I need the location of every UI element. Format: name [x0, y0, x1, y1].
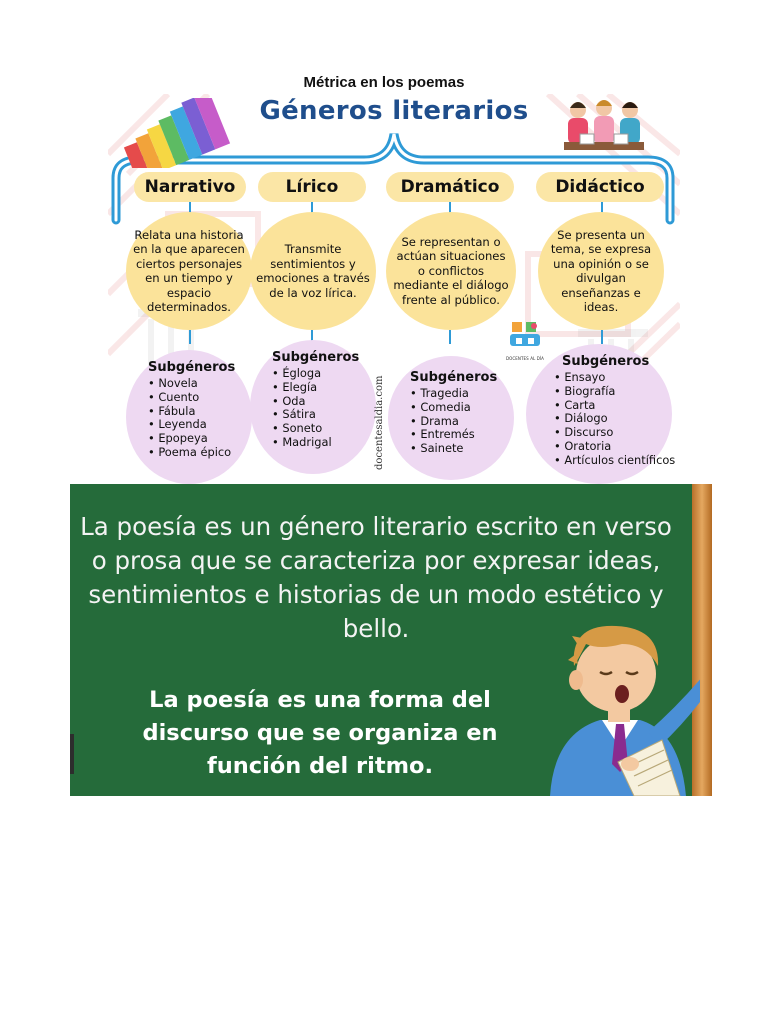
subgenre-item: • Artículos científicos — [554, 454, 672, 468]
subgenres-title: Subgéneros — [148, 360, 236, 375]
subgenre-item: • Oratoria — [554, 440, 672, 454]
subgenres-dramatico — [388, 356, 514, 480]
genre-label-lirico: Lírico — [258, 172, 366, 202]
subgenre-item: • Biografía — [554, 385, 672, 399]
subgenre-list — [148, 377, 252, 460]
subgenre-item: • Fábula — [148, 405, 252, 419]
description-text: Se presenta un tema, se expresa una opinión o se divulgan enseñanzas e ideas. — [550, 227, 652, 314]
subgenre-item: • Sainete — [410, 442, 514, 456]
genre-label-dramatico: Dramático — [386, 172, 514, 202]
subgenre-item: • Drama — [410, 415, 514, 429]
description-didactico — [538, 212, 664, 330]
subgenre-item: • Égloga — [272, 367, 376, 381]
subgenre-item: • Elegía — [272, 381, 376, 395]
subgenre-item: • Discurso — [554, 426, 672, 440]
subgenre-item: • Cuento — [148, 391, 252, 405]
subgenre-item: • Oda — [272, 395, 376, 409]
subgenre-item: • Sátira — [272, 408, 376, 422]
genre-label-narrativo: Narrativo — [134, 172, 246, 202]
description-text: Se representan o actúan situaciones o conflictos mediante el diálogo frente al público. — [393, 234, 509, 307]
subgenre-item: • Diálogo — [554, 412, 672, 426]
subgenres-title: Subgéneros — [562, 354, 650, 369]
subgenre-item: • Comedia — [410, 401, 514, 415]
subgenre-list — [554, 370, 676, 468]
subgenre-item: • Tragedia — [410, 387, 514, 401]
reciting-boy-illustration — [530, 614, 700, 796]
description-text: Transmite sentimientos y emociones a través de la voz lírica. — [256, 242, 370, 300]
poetry-rhythm-statement: La poesía es una forma del discurso que se organiza en función del ritmo. — [142, 687, 498, 779]
chalkboard-image — [70, 484, 712, 796]
subgenre-item: • Madrigal — [272, 436, 376, 450]
eraser-ledge — [70, 734, 74, 774]
subgenre-item: • Entremés — [410, 428, 514, 442]
subgenres-title: Subgéneros — [410, 370, 498, 385]
page-heading: Métrica en los poemas — [303, 74, 465, 91]
subgenre-item: • Poema épico — [148, 446, 252, 460]
subgenres-didactico — [526, 344, 676, 484]
infographic-title: Géneros literarios — [259, 96, 529, 126]
docentes-logo-text: DOCENTES AL DÍA — [505, 356, 545, 361]
description-text: Relata una historia en la que aparecen ciertos personajes en un tiempo y espacio determinados. — [133, 227, 245, 314]
subgenre-list — [410, 387, 514, 456]
generos-literarios-infographic — [108, 94, 680, 484]
genre-label-didactico: Didáctico — [536, 172, 664, 202]
poetry-definition: La poesía es un género literario escrito en verso o prosa que se caracteriza por expresar ideas, sentimientos e historias de un modo estético y bello. — [80, 512, 672, 643]
subgenres-title: Subgéneros — [272, 350, 360, 365]
description-narrativo — [126, 212, 252, 330]
subgenre-list — [272, 367, 376, 450]
subgenre-item: • Novela — [148, 377, 252, 391]
subgenre-item: • Soneto — [272, 422, 376, 436]
subgenres-narrativo — [126, 350, 252, 484]
docentes-logo — [508, 320, 542, 356]
subgenre-item: • Carta — [554, 399, 672, 413]
website-watermark: docentesaldia.com — [374, 375, 385, 470]
subgenre-item: • Ensayo — [554, 371, 672, 385]
subgenre-item: • Epopeya — [148, 432, 252, 446]
description-lirico — [250, 212, 376, 330]
subgenre-item: • Leyenda — [148, 418, 252, 432]
subgenres-lirico — [250, 340, 376, 474]
description-dramatico — [386, 212, 516, 330]
